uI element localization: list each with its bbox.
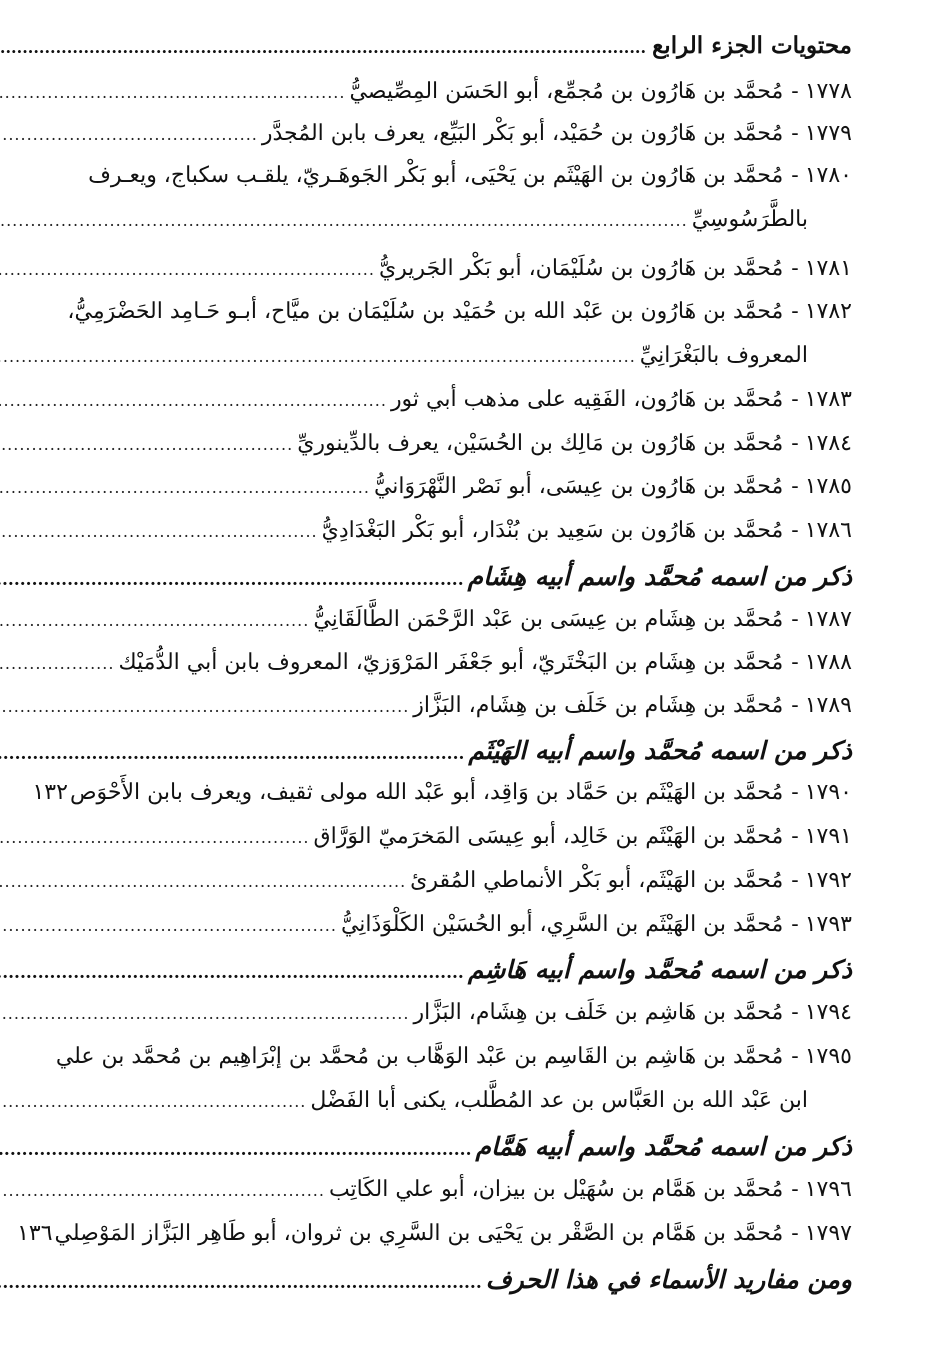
toc-entry-continuation [92, 204, 808, 237]
entry-title: مُحمَّد بن هَمَّام بن الصَّقْر بن يَحْيَى بن السَّرِي بن ثروان، أبو طَاهِر البَزَّاز المَوْصِلي [54, 1221, 784, 1246]
entry-title: مُحمَّد بن هِشَام بن عِيسَى بن عَبْد الرَّحْمَن الطَّالَقَانِيُّ [313, 607, 784, 632]
entry-title: مُحمَّد بن هَارُون بن سُلَيْمَان، أبو بَكْر الجَريريُّ [378, 256, 784, 281]
entry-dash: - [791, 518, 799, 543]
entry-title-continued: بالطَّرَسُوسِيِّ [691, 207, 808, 232]
entry-number: ١٧٩٧ [804, 1221, 852, 1246]
section-heading [88, 1130, 852, 1167]
entry-dash: - [791, 474, 799, 499]
entry-number: ١٧٧٩ [804, 121, 852, 146]
section-title: ذكر من اسمه مُحمَّد واسم أبيه هَمَّام [475, 1132, 852, 1161]
toc-entry [17, 1218, 852, 1250]
entry-dash: - [791, 912, 799, 937]
entry-title: مُحمَّد بن هَارُون بن مُجمِّع، أبو الحَسَن المِصِّيصيُّ [349, 79, 784, 104]
entry-dash: - [791, 299, 799, 324]
leader-dots [0, 205, 688, 237]
leader-dots [0, 1086, 306, 1118]
toc-entry [92, 76, 852, 109]
entry-title: مُحمَّد بن هَاشِم بن خَلَف بن هِشَام، البَزَّار [413, 1000, 784, 1025]
entry-number: ١٧٩٣ [804, 912, 852, 937]
entry-title: مُحمَّد بن الهَيْثَم، أبو بَكْر الأنماطي المُقرئ [410, 868, 784, 893]
leader-dots [0, 385, 387, 417]
toc-entry [92, 471, 852, 504]
entry-number: ١٧٧٨ [804, 79, 852, 104]
entry-page: ١٣٦ [17, 1221, 53, 1246]
leader-dots [0, 77, 345, 109]
leader-dots [0, 822, 310, 854]
toc-entry [67, 296, 852, 328]
entry-title: مُحمَّد بن هَاشِم بن القَاسِم بن عَبْد الوَهَّاب بن مُحمَّد بن إبْرَاهِيم بن مُحمَّد بن علي [55, 1044, 784, 1069]
toc-entry [92, 1174, 852, 1207]
entry-title: مُحمَّد بن الهَيْثَم بن حَمَّاد بن وَاقِد، أبو عَبْد الله مولى ثقيف، ويعرف بابن الأَحْوَص [69, 780, 784, 805]
entry-title: مُحمَّد بن هَمَّام بن سُهَيْل بن بيزان، أبو علي الكَاتِب [328, 1177, 784, 1202]
entry-dash: - [791, 1044, 799, 1069]
entry-dash: - [791, 1000, 799, 1025]
toc-entry [92, 647, 852, 680]
header-title: محتويات الجزء الرابع [652, 32, 852, 59]
entry-number: ١٧٨٠ [804, 163, 852, 188]
entry-page: ١٣٢ [32, 780, 68, 805]
section-title: ذكر من اسمه مُحمَّد واسم أبيه هِشَام [467, 562, 852, 591]
entry-number: ١٧٩٤ [804, 1000, 852, 1025]
entry-title: مُحمَّد بن هِشَام بن البَخْتَريّ، أبو جَعْفَر المَرْوَزيّ، المعروف بابن أبي الدُّمَيْك [118, 650, 784, 675]
entry-number: ١٧٩٢ [804, 868, 852, 893]
section-title: ذكر من اسمه مُحمَّد واسم أبيه هَاشِم [467, 955, 852, 984]
entry-dash: - [791, 1177, 799, 1202]
leader-dots [0, 563, 464, 597]
entry-number: ١٧٨٢ [804, 299, 852, 324]
leader-dots [0, 32, 646, 64]
entry-number: ١٧٩٦ [804, 1177, 852, 1202]
leader-dots [0, 429, 293, 461]
entry-dash: - [791, 607, 799, 632]
toc-entry [92, 118, 852, 151]
entry-title-continued: المعروف بالبَغْرَانِيِّ [639, 343, 808, 368]
section-title: ذكر من اسمه مُحمَّد واسم أبيه الهَيْثَم [468, 736, 852, 765]
toc-entry [92, 253, 852, 286]
entry-number: ١٧٨١ [804, 256, 852, 281]
entry-number: ١٧٩١ [804, 824, 852, 849]
entry-number: ١٧٨٣ [804, 387, 852, 412]
leader-dots [0, 737, 464, 771]
entry-dash: - [791, 824, 799, 849]
entry-dash: - [791, 121, 799, 146]
leader-dots [0, 956, 464, 990]
section-heading [88, 953, 852, 990]
entry-dash: - [791, 868, 799, 893]
toc-entry [88, 160, 852, 192]
entry-title: مُحمَّد بن هَارُون بن عَبْد الله بن حُمَيْد بن سُلَيْمَان بن ميَّاح، أبـو حَـامِد الحَضْرَمِيُّ، [67, 299, 784, 324]
entry-dash: - [791, 780, 799, 805]
leader-dots [0, 605, 309, 637]
entry-number: ١٧٨٧ [804, 607, 852, 632]
leader-dots [0, 254, 375, 286]
toc-entry-continuation [92, 1085, 808, 1118]
toc-entry [92, 909, 852, 942]
entry-dash: - [791, 256, 799, 281]
toc-entry [92, 515, 852, 548]
leader-dots [0, 1266, 482, 1300]
entry-title: مُحمَّد بن هَارُون بن حُمَيْد، أبو بَكْر البَيِّع، يعرف بابن المُجدَّر [261, 121, 784, 146]
entry-dash: - [791, 163, 799, 188]
leader-dots [0, 1133, 471, 1167]
entry-dash: - [791, 650, 799, 675]
entry-title: مُحمَّد بن هَارُون بن عِيسَى، أبو نَصْر النَّهْرَوَانيُّ [373, 474, 784, 499]
leader-dots [0, 648, 114, 680]
leader-dots [0, 341, 636, 373]
section-heading [88, 734, 852, 771]
leader-dots [0, 119, 258, 151]
entry-title: مُحمَّد بن هَارُون بن سَعِيد بن بُنْدَار، أبو بَكْر البَغْدَادِيُّ [321, 518, 784, 543]
leader-dots [0, 998, 409, 1030]
entry-dash: - [791, 79, 799, 104]
entry-dash: - [791, 387, 799, 412]
toc-entry [92, 384, 852, 417]
leader-dots [0, 472, 370, 504]
section-heading [88, 560, 852, 597]
leader-dots [0, 516, 318, 548]
entry-title: مُحمَّد بن هِشَام بن خَلَف بن هِشَام، البَزَّاز [413, 693, 784, 718]
toc-entry [92, 604, 852, 637]
entry-number: ١٧٨٦ [804, 518, 852, 543]
entry-title: مُحمَّد بن الهَيْثَم بن خَالِد، أبو عِيسَى المَخرَميّ الوَرَّاق [313, 824, 784, 849]
entry-number: ١٧٨٥ [804, 474, 852, 499]
leader-dots [0, 1175, 325, 1207]
section-heading [88, 1263, 852, 1300]
leader-dots [0, 910, 337, 942]
entry-dash: - [791, 431, 799, 456]
entry-title: مُحمَّد بن هَارُون بن مَالِك بن الحُسَيْن، يعرف بالدِّينوريِّ [297, 431, 784, 456]
leader-dots [0, 866, 406, 898]
toc-entry [55, 1041, 852, 1073]
toc-entry [92, 821, 852, 854]
entry-title: مُحمَّد بن هَارُون، الفَقِيه على مذهب أبي ثور [390, 387, 784, 412]
toc-entry [92, 997, 852, 1030]
leader-dots [0, 691, 409, 723]
entry-number: ١٧٩٥ [804, 1044, 852, 1069]
page-header [90, 30, 852, 64]
entry-dash: - [791, 693, 799, 718]
entry-number: ١٧٨٨ [804, 650, 852, 675]
entry-number: ١٧٨٩ [804, 693, 852, 718]
toc-entry [92, 865, 852, 898]
entry-title: مُحمَّد بن الهَيْثَم بن السَّرِي، أبو الحُسَيْن الكَلْوَذَانِيُّ [340, 912, 784, 937]
section-title: ومن مفاريد الأسماء في هذا الحرف [485, 1265, 852, 1294]
toc-entry [92, 690, 852, 723]
entry-title-continued: ابن عَبْد الله بن العَبَّاس بن عد المُطَّلب، يكنى أبا الفَضْل [310, 1088, 808, 1113]
toc-entry [92, 428, 852, 461]
entry-title: مُحمَّد بن هَارُون بن الهَيْثَم بن يَحْيَى، أبو بَكْر الجَوهَـريّ، يلقـب سكباج، ويعـرف [88, 163, 784, 188]
toc-entry [32, 777, 852, 809]
entry-dash: - [791, 1221, 799, 1246]
entry-number: ١٧٨٤ [804, 431, 852, 456]
toc-entry-continuation [92, 340, 808, 373]
entry-number: ١٧٩٠ [804, 780, 852, 805]
